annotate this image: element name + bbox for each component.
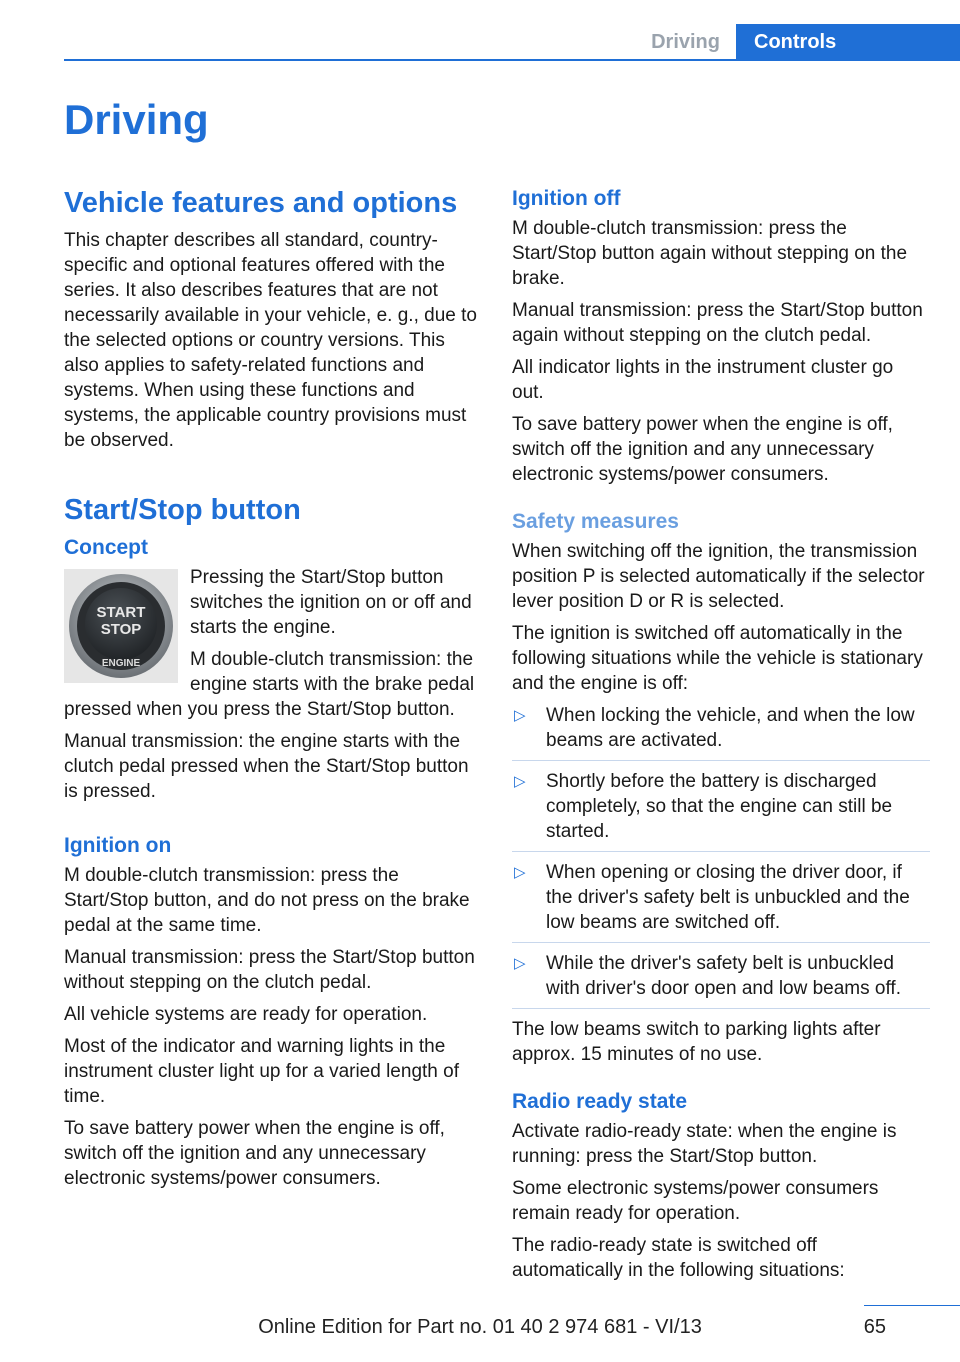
ignition-on-paragraph: M double-clutch transmission: press the Start/Stop button, and do not press on the brake pedal at the same time. [64,865,470,936]
footer-edition: Online Edition for Part no. 01 40 2 974 681 - VI/13 [258,1316,702,1338]
page-number: 65 [863,1316,886,1338]
list-item-text: When locking the vehicle, and when the low beams are activated. [546,705,915,751]
concept-heading: Concept [64,536,148,559]
triangle-bullet-icon: ▷ [514,955,526,972]
button-label-start: START [96,604,146,621]
list-item [512,951,930,1009]
button-label-engine: ENGINE [101,658,141,669]
button-label-stop: STOP [100,621,142,638]
vehicle-heading: Vehicle features and options [64,187,458,219]
startstop-heading: Start/Stop button [64,494,301,526]
ignition-on-paragraph: Most of the indicator and warning lights in the instrument cluster light up for a varied length of time. [64,1036,459,1107]
ignition-on-paragraph: All vehicle systems are ready for operation. [64,1004,428,1025]
right-column [512,186,930,1290]
start-stop-button-image [64,569,178,683]
list-item-text: When opening or closing the driver door, if the driver's safety belt is unbuckled and the low beams are switched off. [546,862,910,933]
ignition-on-paragraph: To save battery power when the engine is off, switch off the ignition and any unnecessary electronic systems/power consumers. [64,1118,445,1189]
header-section-label: Driving [651,31,720,53]
radio-paragraph: Some electronic systems/power consumers remain ready for operation. [512,1178,879,1224]
header-tab: Controls [736,24,960,61]
ignition-on-heading: Ignition on [64,834,172,857]
vehicle-paragraph: This chapter describes all standard, country-specific and optional features offered with the series. It also describes features that are not necessarily available in your vehicle, e. g., due to the selected options or country versions. This also applies to safety-related functions and systems. When using these functions and systems, the applicable country provisions must be observed. [64,230,477,451]
page-title: Driving [64,96,209,143]
concept-paragraph-3: Manual transmission: the engine starts with the clutch pedal pressed when the Start/Stop button is pressed. [64,731,469,802]
list-item-text: While the driver's safety belt is unbuckled with driver's door open and low beams off. [546,953,901,999]
ignition-off-paragraph: M double-clutch transmission: press the Start/Stop button again without stepping on the brake. [512,218,908,289]
ignition-off-paragraph: To save battery power when the engine is off, switch off the ignition and any unnecessary electronic systems/power consumers. [512,414,893,485]
safety-list [512,703,930,1009]
list-item [512,860,930,943]
ignition-off-heading: Ignition off [512,187,621,210]
safety-paragraph: The ignition is switched off automatically in the following situations while the vehicle is stationary and the engine is off: [512,623,923,694]
list-item [512,769,930,852]
safety-heading: Safety measures [512,510,679,533]
safety-paragraph: When switching off the ignition, the transmission position P is selected automatically if the selector lever position D or R is selected. [512,541,925,612]
safety-after-paragraph: The low beams switch to parking lights after approx. 15 minutes of no use. [512,1019,881,1065]
ignition-on-paragraph: Manual transmission: press the Start/Stop button without stepping on the clutch pedal. [64,947,475,993]
left-column [64,186,478,1198]
radio-heading: Radio ready state [512,1090,688,1113]
ignition-off-paragraph: All indicator lights in the instrument cluster go out. [512,357,894,403]
ignition-off-paragraph: Manual transmission: press the Start/Stop button again without stepping on the clutch pedal. [512,300,923,346]
concept-paragraph-2: M double-clutch transmission: the engine starts with the brake pedal pressed when you press the Start/Stop button. [64,649,475,720]
list-item [512,703,930,761]
triangle-bullet-icon: ▷ [514,707,526,724]
concept-paragraph-1: Pressing the Start/Stop button switches the ignition on or off and starts the engine. [190,567,472,638]
page-number-rule [864,1305,960,1306]
concept-section [64,565,478,811]
triangle-bullet-icon: ▷ [514,864,526,881]
triangle-bullet-icon: ▷ [514,773,526,790]
radio-paragraph: Activate radio-ready state: when the engine is running: press the Start/Stop button. [512,1121,897,1167]
list-item-text: Shortly before the battery is discharged completely, so that the engine can still be started. [546,771,893,842]
radio-paragraph: The radio-ready state is switched off automatically in the following situations: [512,1235,845,1281]
